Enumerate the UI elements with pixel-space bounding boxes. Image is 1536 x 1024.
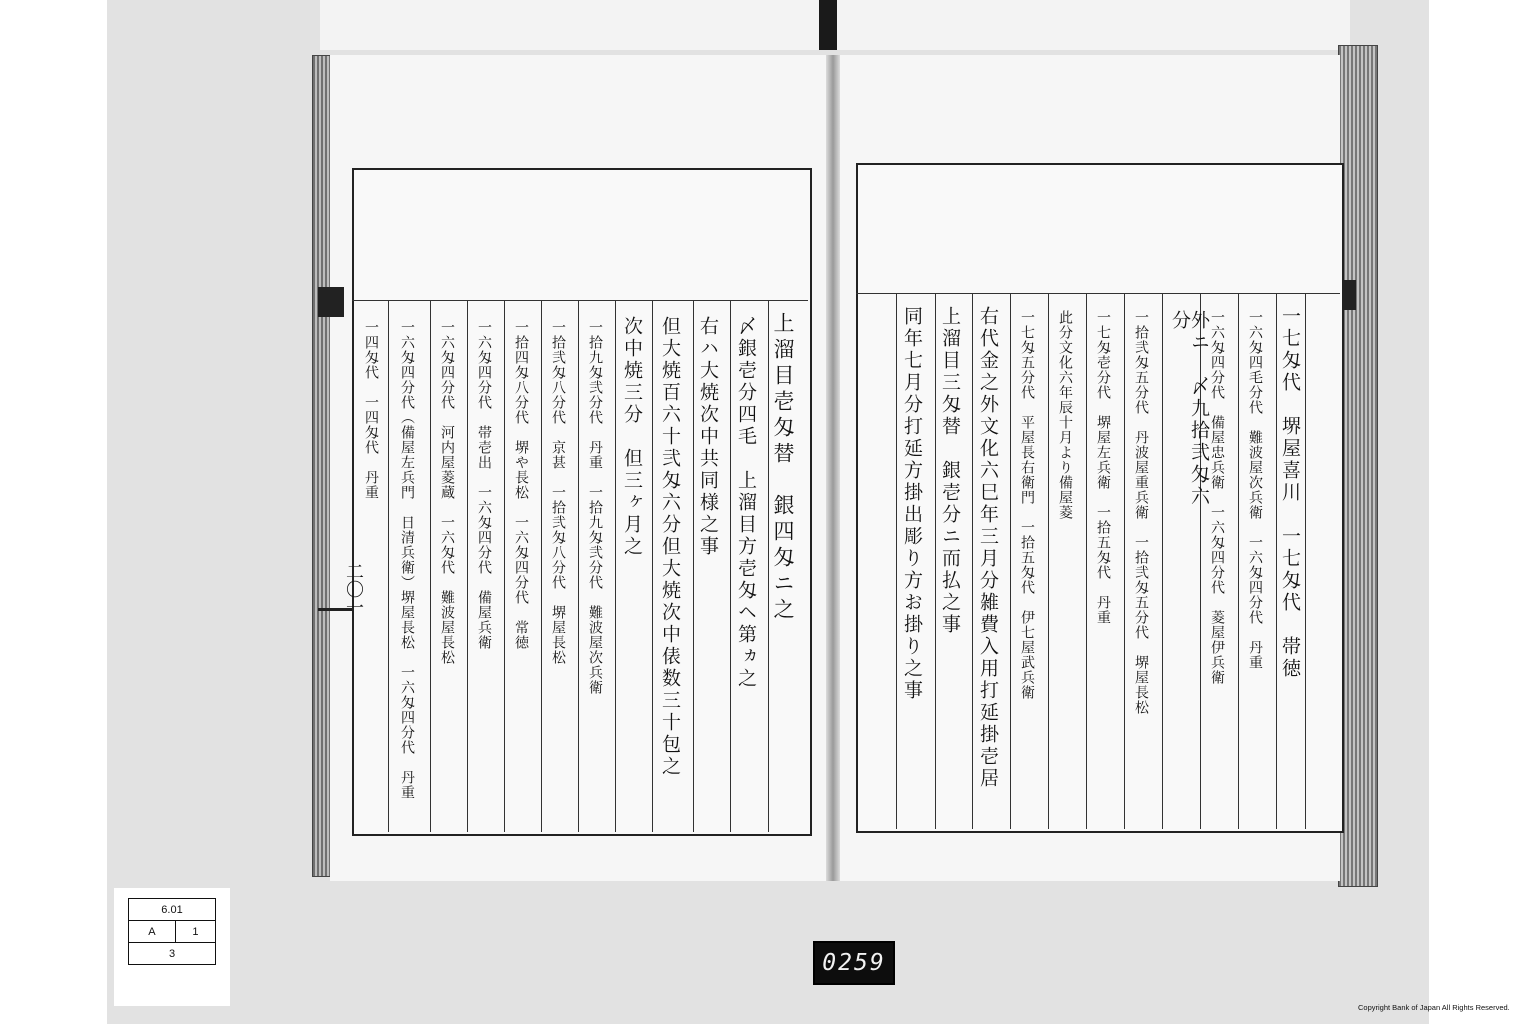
frame-counter-digits: 0259 xyxy=(822,950,886,976)
left-rule xyxy=(652,300,653,832)
ledger-column: 一六匁四分代 備屋忠兵衛 一六匁四分代 菱屋伊兵衛 xyxy=(1209,310,1225,685)
left-rule xyxy=(730,300,731,832)
folio-number: 二〇一 xyxy=(343,562,364,616)
catalog-label xyxy=(114,888,230,1006)
right-page-edges xyxy=(1338,45,1378,887)
ledger-column: 一拾四匁八分代 堺や長松 一六匁四分代 常徳 xyxy=(513,320,529,650)
ledger-column: 一六匁四分代 河内屋菱蔵 一六匁代 難波屋長松 xyxy=(439,320,455,665)
right-rule xyxy=(1010,293,1011,829)
right-rule xyxy=(1048,293,1049,829)
right-rule xyxy=(1305,293,1306,829)
ledger-column: 一拾弐匁五分代 丹波屋重兵衛 一拾弐匁五分代 堺屋長松 xyxy=(1133,310,1149,715)
right-rule xyxy=(1086,293,1087,829)
right-rule xyxy=(935,293,936,829)
ledger-column: 一六匁四毛分代 難波屋次兵衛 一六匁四分代 丹重 xyxy=(1247,310,1263,670)
ledger-column: 一四匁代 一四匁代 丹重 xyxy=(363,320,379,500)
ledger-column: 同年七月分打延方掛出彫り方お掛り之事 xyxy=(901,306,923,702)
left-rule xyxy=(541,300,542,832)
ledger-column: 上溜目三匁替 銀壱分ニ而払之事 xyxy=(939,306,961,636)
frame-counter xyxy=(813,941,895,985)
catalog-cell: 6.01 xyxy=(129,899,216,921)
catalog-cell: 3 xyxy=(129,943,216,965)
right-rule xyxy=(1238,293,1239,829)
ledger-column: 一拾九匁弐分代 丹重 一拾九匁弐分代 難波屋次兵衛 xyxy=(587,320,603,695)
right-rule xyxy=(1162,293,1163,829)
catalog-cell: 1 xyxy=(175,921,215,943)
ledger-column: 一七匁代 堺屋喜川 一七匁代 帯徳 xyxy=(1279,306,1301,680)
right-header-line xyxy=(856,293,1340,294)
left-tab-flag xyxy=(318,287,344,317)
left-rule xyxy=(578,300,579,832)
right-rule xyxy=(1124,293,1125,829)
right-rule xyxy=(972,293,973,829)
left-rule xyxy=(693,300,694,832)
ledger-column: 上溜目壱匁替 銀四匁ニ之 xyxy=(771,312,795,624)
catalog-table xyxy=(128,898,216,965)
catalog-cell: A xyxy=(129,921,176,943)
left-rule xyxy=(615,300,616,832)
left-rule xyxy=(388,300,389,832)
binder-clip xyxy=(819,0,837,50)
ledger-column: 一七匁五分代 平屋長右衛門 一拾五匁代 伊七屋武兵衛 xyxy=(1019,310,1035,700)
left-rule xyxy=(504,300,505,832)
ledger-column: 次中焼三分 但三ヶ月之 xyxy=(621,316,643,558)
ledger-column: 但大焼百六十弐匁六分但大焼次中俵数三十包之 xyxy=(659,316,681,778)
ledger-column: 右代金之外文化六巳年三月分雑費入用打延掛壱居 xyxy=(977,306,999,790)
ledger-column: 此分文化六年辰十月より備屋菱 xyxy=(1057,310,1073,520)
left-rule xyxy=(467,300,468,832)
book-gutter xyxy=(826,55,840,881)
ledger-column: 一七匁壱分代 堺屋左兵衛 一拾五匁代 丹重 xyxy=(1095,310,1111,625)
left-rule xyxy=(768,300,769,832)
ledger-column: 一拾弐匁八分代 京甚 一拾弐匁八分代 堺屋長松 xyxy=(550,320,566,665)
ledger-column: 右ハ大焼次中共同様之事 xyxy=(697,316,719,558)
copyright-notice: Copyright Bank of Japan All Rights Reserved. xyxy=(1358,1003,1510,1012)
right-rule xyxy=(896,293,897,829)
ledger-column: 一六匁四分代（備屋左兵門 日清兵衛）堺屋長松 一六匁四分代 丹重 xyxy=(399,320,415,800)
left-rule xyxy=(430,300,431,832)
ledger-column: 外ニ 〆九拾弐匁六分 xyxy=(1169,310,1210,508)
ledger-column: 〆銀壱分四毛 上溜目方壱匁ヘ第ヵ之 xyxy=(735,316,757,690)
ledger-column: 一六匁四分代 帯壱出 一六匁四分代 備屋兵衛 xyxy=(476,320,492,650)
left-header-line xyxy=(352,300,808,301)
right-rule xyxy=(1276,293,1277,829)
